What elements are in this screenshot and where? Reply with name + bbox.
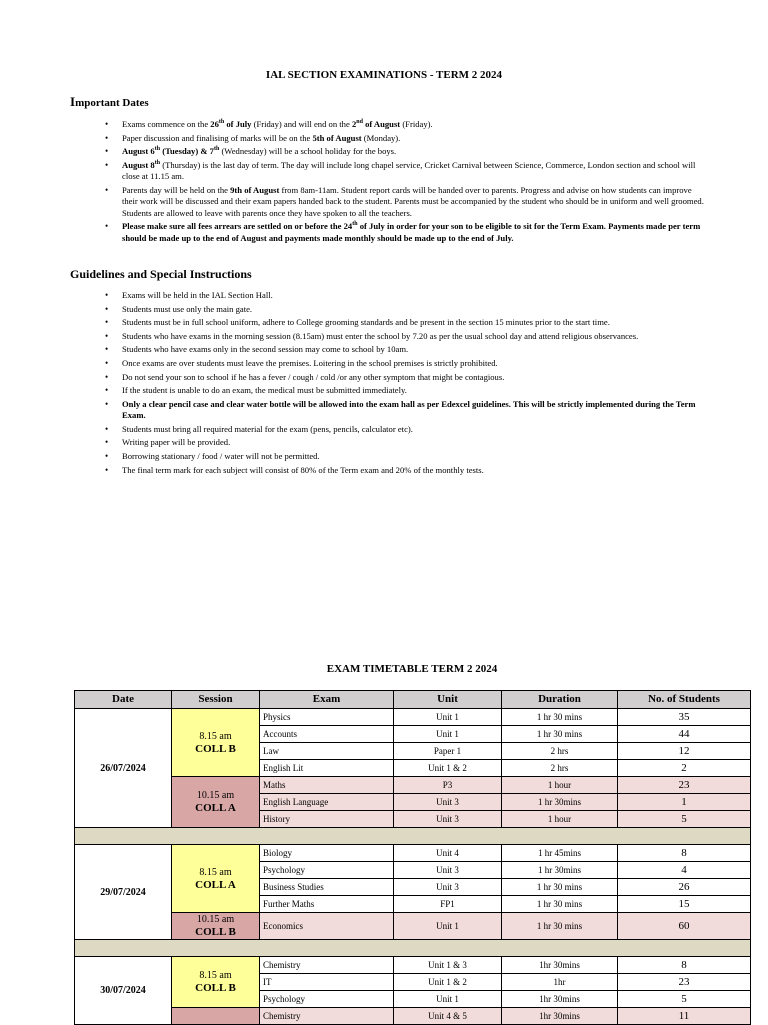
text-run: Paper discussion and finalising of marks will be on the: [122, 132, 313, 143]
text-run: Students who have exams only in the second session may come to school by 10am.: [122, 344, 409, 355]
exam-unit: Unit 1: [394, 709, 502, 726]
exam-name: IT: [260, 974, 394, 991]
list-item: [105, 385, 705, 397]
header-session: Session: [172, 691, 260, 709]
exam-name: English Lit: [260, 760, 394, 777]
exam-duration: 1 hr 45mins: [502, 845, 618, 862]
table-row: [75, 709, 751, 726]
list-item: [105, 221, 705, 244]
session-cell: [172, 913, 260, 940]
list-item: [105, 185, 705, 220]
header-date: Date: [75, 691, 172, 709]
text-run: th: [218, 119, 225, 126]
exam-unit: Unit 3: [394, 879, 502, 896]
session-time: 8.15 am: [199, 730, 232, 742]
table-row: [75, 1008, 751, 1025]
exam-timetable: [74, 690, 751, 1025]
table-row: [75, 777, 751, 794]
exam-duration: 1 hr 30 mins: [502, 726, 618, 743]
student-count: 26: [618, 879, 751, 896]
session-room: COLL A: [195, 802, 236, 814]
exam-duration: 1 hour: [502, 777, 618, 794]
exam-unit: Unit 1 & 2: [394, 760, 502, 777]
exam-duration: 1 hr 30 mins: [502, 709, 618, 726]
text-run: The final term mark for each subject will consist of 80% of the Term exam and 20% of the monthly tests.: [122, 464, 484, 475]
list-item: [105, 465, 705, 477]
text-run: Only a clear pencil case and clear water bottle will be allowed into the exam hall as per Edexcel guidelines. This will be strictly implemented during the Term Exam.: [122, 398, 696, 421]
session-time: 8.15 am: [199, 866, 232, 878]
text-run: (Thursday) is the last day of term. The day will include long chapel service, Cricket Carnival between Science, Commerce, London section and school will close at 11.15 am.: [122, 159, 696, 181]
exam-unit: Unit 1: [394, 913, 502, 940]
exam-date: 26/07/2024: [75, 709, 172, 828]
student-count: 4: [618, 862, 751, 879]
student-count: 8: [618, 957, 751, 974]
text-run: th: [154, 159, 161, 166]
text-run: th: [213, 146, 220, 153]
exam-unit: Unit 1: [394, 991, 502, 1008]
exam-duration: 2 hrs: [502, 760, 618, 777]
exam-name: Physics: [260, 709, 394, 726]
text-run: (Monday).: [361, 132, 401, 143]
exam-unit: Unit 1 & 2: [394, 974, 502, 991]
student-count: 23: [618, 777, 751, 794]
session-room: COLL B: [195, 742, 236, 755]
list-item: [105, 437, 705, 449]
text-run: Writing paper will be provided.: [122, 437, 231, 448]
list-item: [105, 358, 705, 370]
exam-date: 30/07/2024: [75, 957, 172, 1025]
text-run: Parents day will be held on the: [122, 184, 231, 195]
exam-name: Accounts: [260, 726, 394, 743]
list-item: [105, 344, 705, 356]
header-duration: Duration: [502, 691, 618, 709]
exam-date: 29/07/2024: [75, 845, 172, 940]
text-run: from 8am-11am. Student report cards will be handed over to parents. Progress and advise on how students can improve their work will be discussed and their exam papers handed back to the student. Parents must be accompanied by the student who should be in uniform and well groomed. Students are allowed to leave with parents once they have spoken to all the teachers.: [122, 184, 704, 218]
text-run: Students who have exams in the morning session (8.15am) must enter the school by 7.20 as per the usual school day and attend religious observances.: [122, 330, 639, 341]
session-cell: [172, 709, 260, 777]
exam-duration: 1hr: [502, 974, 618, 991]
student-count: 15: [618, 896, 751, 913]
exam-unit: Unit 1: [394, 726, 502, 743]
table-row: [75, 845, 751, 862]
list-item: [105, 424, 705, 436]
heading-initial: I: [70, 94, 76, 109]
exam-name: Maths: [260, 777, 394, 794]
exam-unit: Unit 3: [394, 811, 502, 828]
text-run: Students must use only the main gate.: [122, 303, 253, 314]
session-room: COLL B: [195, 982, 236, 994]
header-unit: Unit: [394, 691, 502, 709]
session-time: 10.15 am: [196, 914, 235, 925]
text-run: Exams will be held in the IAL Section Hall.: [122, 290, 273, 300]
text-run: 5th of August: [312, 132, 362, 143]
exam-duration: 1 hr 30 mins: [502, 913, 618, 940]
exam-unit: Unit 3: [394, 862, 502, 879]
student-count: 44: [618, 726, 751, 743]
list-item: [105, 372, 705, 384]
header-exam: Exam: [260, 691, 394, 709]
student-count: 11: [618, 1008, 751, 1025]
spacer-cell: [75, 828, 751, 845]
session-time: 8.15 am: [199, 970, 232, 981]
text-run: Please make sure all fees arrears are settled on or before the 24: [122, 221, 353, 231]
exam-duration: 1 hr 30mins: [502, 862, 618, 879]
important-dates-list: [105, 119, 705, 246]
text-run: 9th of August: [230, 184, 280, 195]
exam-unit: Paper 1: [394, 743, 502, 760]
text-run: (Tuesday) & 7: [160, 146, 214, 156]
student-count: 8: [618, 845, 751, 862]
exam-unit: Unit 4: [394, 845, 502, 862]
student-count: 1: [618, 794, 751, 811]
exam-duration: 1 hr 30 mins: [502, 879, 618, 896]
text-run: 2: [351, 119, 357, 129]
text-run: August 6: [122, 146, 155, 156]
exam-name: Chemistry: [260, 957, 394, 974]
text-run: of August: [362, 119, 401, 129]
list-item: [105, 399, 705, 422]
exam-name: Law: [260, 743, 394, 760]
exam-duration: 2 hrs: [502, 743, 618, 760]
exam-name: Biology: [260, 845, 394, 862]
text-run: Once exams are over students must leave the premises. Loitering in the school premises is strictly prohibited.: [122, 357, 498, 368]
exam-name: Economics: [260, 913, 394, 940]
exam-name: Chemistry: [260, 1008, 394, 1025]
exam-name: Psychology: [260, 991, 394, 1008]
exam-unit: Unit 1 & 3: [394, 957, 502, 974]
table-row: [75, 913, 751, 940]
exam-unit: Unit 4 & 5: [394, 1008, 502, 1025]
text-run: of July in order for your son to be eligible to sit for the Term Exam. Payments made per term should be made up to the end of August and payments made monthly should be made up to the end of July.: [122, 221, 701, 243]
session-room: COLL B: [195, 926, 236, 938]
exam-duration: 1 hr 30mins: [502, 794, 618, 811]
student-count: 5: [618, 811, 751, 828]
list-item: [105, 133, 705, 145]
text-run: Borrowing stationary / food / water will not be permitted.: [122, 451, 320, 462]
list-item: [105, 146, 705, 158]
table-row: [75, 957, 751, 974]
text-run: of July: [224, 119, 252, 129]
student-count: 12: [618, 743, 751, 760]
timetable-header-row: [75, 691, 751, 709]
spacer-row: [75, 940, 751, 957]
list-item: [105, 119, 705, 131]
exam-name: Psychology: [260, 862, 394, 879]
exam-name: Business Studies: [260, 879, 394, 896]
guidelines-heading: Guidelines and Special Instructions: [70, 267, 252, 281]
exam-duration: 1hr 30mins: [502, 991, 618, 1008]
text-run: August 8: [122, 159, 155, 170]
text-run: nd: [356, 119, 363, 126]
session-time: 10.15 am: [196, 790, 235, 801]
session-room: COLL A: [195, 878, 236, 891]
spacer-cell: [75, 940, 751, 957]
exam-name: English Language: [260, 794, 394, 811]
text-run: th: [352, 221, 358, 228]
student-count: 23: [618, 974, 751, 991]
header-students: No. of Students: [618, 691, 751, 709]
spacer-row: [75, 828, 751, 845]
list-item: [105, 304, 705, 316]
exam-unit: FP1: [394, 896, 502, 913]
text-run: th: [154, 146, 161, 153]
student-count: 5: [618, 991, 751, 1008]
exam-unit: P3: [394, 777, 502, 794]
exam-duration: 1 hr 30 mins: [502, 896, 618, 913]
session-cell: [172, 1008, 260, 1025]
list-item: [105, 160, 705, 183]
guidelines-list: [105, 290, 705, 478]
exam-unit: Unit 3: [394, 794, 502, 811]
student-count: 2: [618, 760, 751, 777]
text-run: Do not send your son to school if he has a fever / cough / cold /or any other symptom that might be contagious.: [122, 371, 505, 382]
session-cell: [172, 845, 260, 913]
text-run: Students must be in full school uniform, adhere to College grooming standards and be present in the section 15 minutes prior to the start time.: [122, 317, 610, 328]
timetable-body: [75, 709, 751, 1025]
list-item: [105, 451, 705, 463]
session-cell: [172, 777, 260, 828]
heading-rest: mportant Dates: [75, 97, 149, 109]
list-item: [105, 317, 705, 329]
text-run: (Friday).: [400, 119, 433, 129]
text-run: Students must bring all required material for the exam (pens, pencils, calculator etc).: [122, 423, 413, 434]
important-dates-heading: [70, 94, 149, 110]
student-count: 35: [618, 709, 751, 726]
list-item: [105, 290, 705, 302]
text-run: 26: [210, 119, 219, 129]
text-run: Exams commence on the: [122, 119, 211, 129]
text-run: (Wednesday) will be a school holiday for the boys.: [219, 146, 397, 156]
text-run: (Friday) and will end on the: [251, 119, 352, 129]
student-count: 60: [618, 913, 751, 940]
page-title: IAL SECTION EXAMINATIONS - TERM 2 2024: [265, 69, 503, 81]
exam-duration: 1 hour: [502, 811, 618, 828]
exam-duration: 1hr 30mins: [502, 1008, 618, 1025]
exam-duration: 1hr 30mins: [502, 957, 618, 974]
exam-name: Further Maths: [260, 896, 394, 913]
text-run: If the student is unable to do an exam, the medical must be submitted immediately.: [122, 385, 407, 396]
list-item: [105, 331, 705, 343]
exam-name: History: [260, 811, 394, 828]
timetable-title: EXAM TIMETABLE TERM 2 2024: [326, 663, 498, 675]
session-cell: [172, 957, 260, 1008]
